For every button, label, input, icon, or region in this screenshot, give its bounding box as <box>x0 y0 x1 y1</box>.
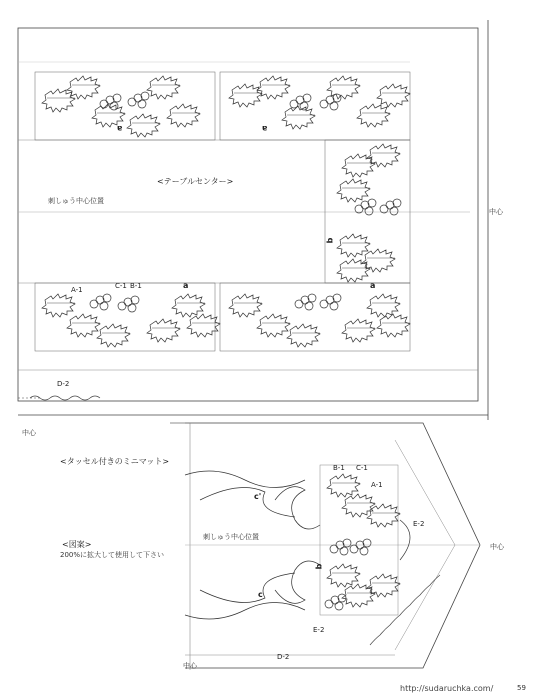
mini-label-b1: B-1 <box>333 464 345 472</box>
label-a-right1: a <box>183 281 189 290</box>
mini-label-e2-top: E-2 <box>413 520 425 528</box>
chain-stitch-icon <box>18 396 100 400</box>
pattern-note: 200%に拡大して使用して下さい <box>60 551 165 559</box>
mini-label-b: b <box>314 563 324 570</box>
label-b1: B-1 <box>130 282 142 290</box>
label-a-top1: a <box>117 124 123 133</box>
mini-label-c: c <box>258 590 263 599</box>
label-a-top2: a <box>262 124 268 133</box>
embroidery-center-label: 刺しゅう中心位置 <box>48 197 104 205</box>
center-mark-bottom: 中心 <box>22 429 36 437</box>
mini-mat-chain-stitch <box>370 575 440 645</box>
holly-panel-bottom-right <box>220 283 410 351</box>
table-center-frame <box>18 20 488 420</box>
pattern-heading: <図案> <box>62 540 92 549</box>
mini-mat-center-bottom: 中心 <box>183 662 197 670</box>
holly-panel-top-right <box>220 72 410 140</box>
watermark: http://sudaruchka.com/ <box>400 684 494 693</box>
label-d2: D-2 <box>57 380 70 388</box>
mini-label-a1: A-1 <box>371 481 383 489</box>
label-b: b <box>325 237 335 244</box>
label-c1: C-1 <box>115 282 127 290</box>
table-center-heading: <テーブルセンター> <box>157 177 234 186</box>
mini-mat-center-right: 中心 <box>490 543 504 551</box>
holly-panel-top-left <box>35 72 215 140</box>
label-a1: A-1 <box>71 286 83 294</box>
mini-mat-holly <box>325 474 400 610</box>
mini-label-d2: D-2 <box>277 653 290 661</box>
mini-mat-frame <box>170 423 480 670</box>
mini-label-c1: C-1 <box>356 464 368 472</box>
center-mark-right: 中心 <box>489 208 503 216</box>
holly-panel-bottom-left <box>35 283 220 351</box>
mini-label-e2-bottom: E-2 <box>313 626 325 634</box>
mini-mat-heading: <タッセル付きのミニマット> <box>60 457 170 466</box>
holly-panel-vertical <box>325 140 410 283</box>
mini-mat-embroidery-center-label: 刺しゅう中心位置 <box>203 533 259 541</box>
mini-label-c-prime: c' <box>254 492 262 501</box>
page-number: 59 <box>517 684 526 692</box>
label-a-right2: a <box>370 281 376 290</box>
